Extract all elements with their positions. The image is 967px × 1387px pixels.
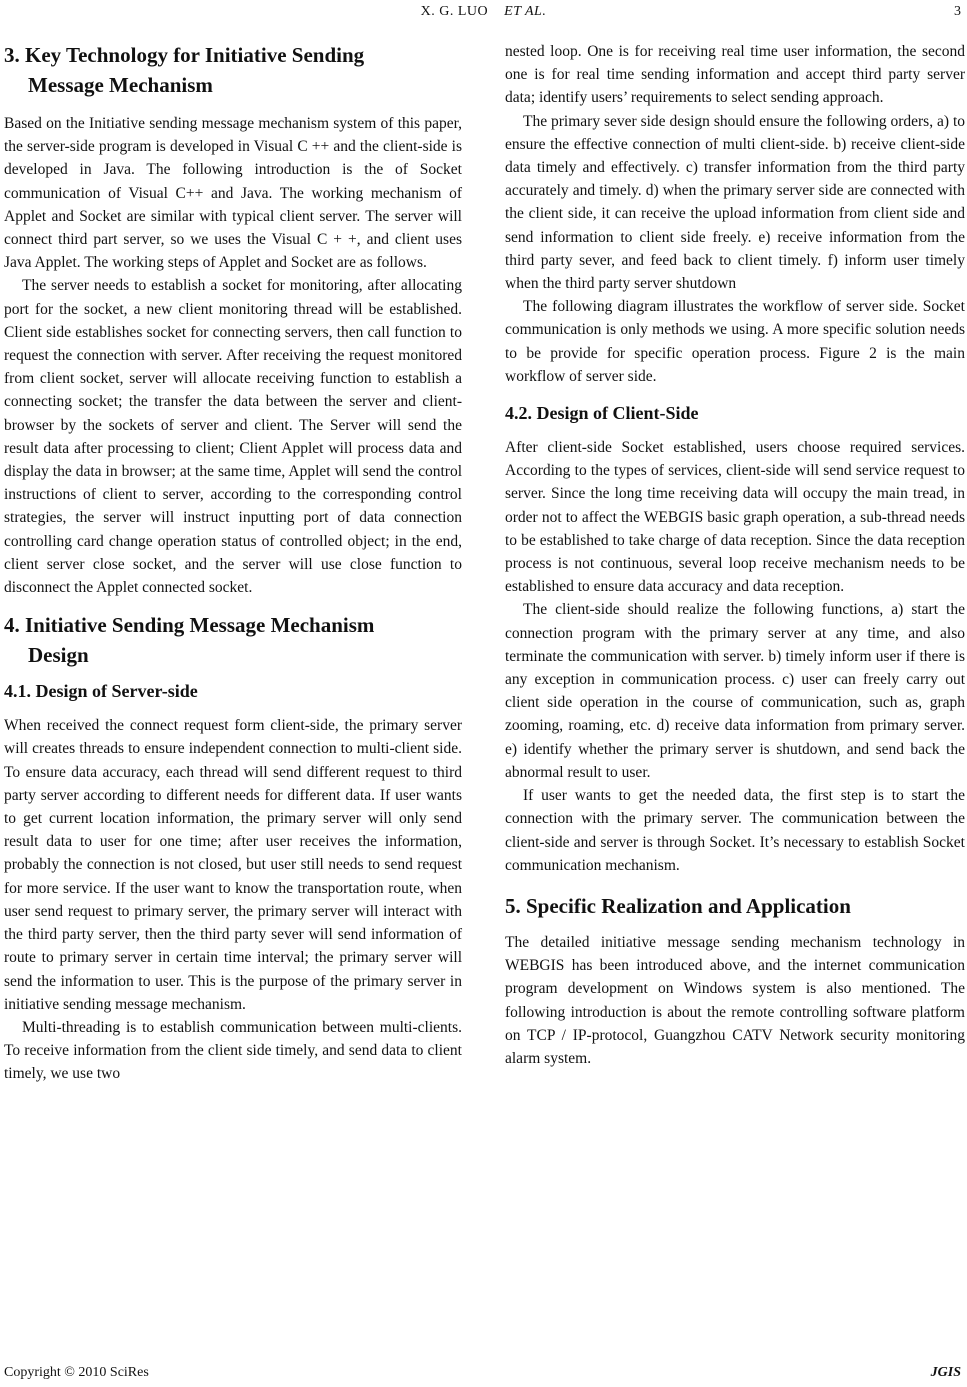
subsection-4-1-heading: 4.1. Design of Server-side [4, 681, 198, 702]
paragraph: The following diagram illustrates the workflow of server side. Socket communication is only methods we using. A more specific solution needs to be provide for specific operation process. Figure 2 is the main workflow of server side. [505, 298, 965, 385]
paragraph: The primary sever side design should ensure the following orders, a) to ensure the effective connection of multi client-side. b) receive client-side data timely and effectively. c) transfer information from the third party accurately and timely. d) when the primary server side are connected with the client side, it can receive the upload information from client side and send information to client side freely. e) receive information from the third party sever, and feed back to client timely. f) inform user timely when the third party server shutdown [505, 112, 965, 293]
copyright-notice: Copyright © 2010 SciRes [4, 1365, 149, 1380]
paragraph: nested loop. One is for receiving real time user information, the second one is for real time sending information and accept third party server data; identify users’ requirements to select sending approach. [505, 43, 965, 107]
section-4-title-cont: Design [28, 643, 89, 668]
paragraph: After client-side Socket established, users choose required services. According to the types of services, client-side will send service request to server. Since the long time receiving data will occupy the main tread, in order not to affect the WEBGIS basic graph operation, a sub-thread needs to be established to take charge of data reception. Since the data reception process is not continuous, several loop receive mechanism needs to be established to ensure data accuracy and data reception. [505, 439, 965, 596]
page-footer [4, 1363, 961, 1385]
section-3-title-cont: Message Mechanism [28, 73, 213, 97]
journal-name: JGIS [930, 1365, 961, 1380]
running-head-authors [0, 2, 967, 22]
section-5-heading: 5. Specific Realization and Application [505, 893, 851, 918]
section-3-heading [4, 40, 462, 100]
section-3-title: 3. Key Technology for Initiative Sending [4, 43, 365, 67]
section-4-heading [4, 610, 462, 670]
page-number: 3 [954, 4, 961, 19]
paragraph: The detailed initiative message sending mechanism technology in WEBGIS has been introduced above, and the internet communication program development on Windows system is also mentioned. The following introduction is about the remote controlling software platform on TCP / IP-protocol, Guangzhou CATV Network security monitoring alarm system. [505, 933, 965, 1067]
right-column [505, 40, 965, 1070]
paragraph: If user wants to get the needed data, the first step is to start the connection with the primary server. The communication between the client-side and server is through Socket. It’s necessary to establish Socket communication mechanism. [505, 787, 965, 874]
section-4-title: 4. Initiative Sending Message Mechanism [4, 613, 375, 638]
authors-et-al: ET AL. [504, 4, 547, 19]
paragraph: The server needs to establish a socket for monitoring, after allocating port for the socket, a new client monitoring thread will be established. Client side establishes socket for connecting servers, then call function to request the connection with server. After receiving the request monitored from client socket, server will allocate receiving function to establish a connecting socket; the transfer the data between the server and client-browser by the sockets of server and client. The Server will send the result data after processing to client; Client Applet will process data and display the data in browser; at the same time, Applet will send the control instructions of client to server, according to the corresponding control strategies, the server will instruct inputting port of data connection controlling card change operation status of controlled object; in the end, client server close socket, and the server will use close function to disconnect the Applet connected socket. [4, 277, 462, 597]
authors-name: X. G. LUO [420, 4, 489, 19]
paragraph: When received the connect request form client-side, the primary server will creates threads to ensure independent connection to multi-client side. To ensure data accuracy, each thread will send different request to third party server according to different needs for different data. If user wants to get current location information, the primary server will only send result data to user for one time; after user receives the information, probably the connection is not closed, but user still needs to send request for more service. If the user want to know the transportation route, when user send request to primary server, the primary server will interact with the third party server, then the third party sever will send information of route to primary server in certain time interval; the primary server will send the information to user. This is the purpose of the primary server in initiative sending message mechanism. [4, 717, 462, 1013]
paragraph: Multi-threading is to establish communication between multi-clients. To receive information from the client side timely, and send data to client timely, we use two [4, 1018, 462, 1083]
page-header [0, 0, 967, 22]
left-column [4, 40, 462, 1086]
subsection-4-2-heading: 4.2. Design of Client-Side [505, 403, 699, 424]
paragraph: The client-side should realize the following functions, a) start the connection program with the primary server at any time, and also terminate the communication with server. b) timely inform user if there is any exception in communication process. c) user can freely carry out client side operation in the course of communication, such as, graph zooming, roaming, etc. d) receive data information from primary server. e) identify whether the primary server is shutdown, and send back the abnormal result to user. [505, 601, 965, 781]
paragraph: Based on the Initiative sending message mechanism system of this paper, the server-side program is developed in Visual C ++ and the client-side is developed in Java. The following introduction is the of Socket communication of Visual C++ and Java. The working mechanism of Applet and Socket are similar with typical client server. The server will connect third part server, so we uses the Visual C + +, and client uses Java Applet. The working steps of Applet and Socket are as follows. [4, 115, 462, 272]
